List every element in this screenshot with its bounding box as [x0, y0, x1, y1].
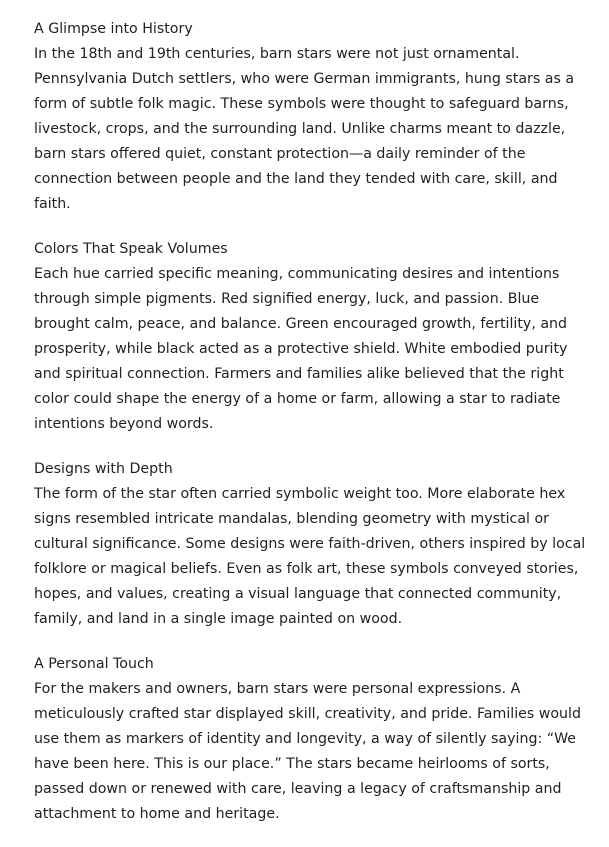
section-title: A Glimpse into History: [34, 21, 193, 37]
section-paragraph: In the 18th and 19th centuries, barn stars were not just ornamental. Pennsylvania Dutch settlers, who were German immigrants, hung stars as a form of subtle folk magic. These symbols were thought to safeguard barns, livestock, crops, and the surrounding land. Unlike charms meant to dazzle, barn stars offered quiet, constant protection—a daily reminder of the connection between people and the land they tended with care, skill, and faith.: [34, 46, 575, 212]
section-title: Designs with Depth: [34, 461, 173, 477]
section-colors: [34, 237, 594, 437]
section-paragraph: For the makers and owners, barn stars were personal expressions. A meticulously crafted star displayed skill, creativity, and pride. Families would use them as markers of identity and longevity, a way of silently saying: “We have been here. This is our place.” The stars became heirlooms of sorts, passed down or renewed with care, leaving a legacy of craftsmanship and attachment to home and heritage.: [34, 681, 581, 822]
article: [34, 17, 594, 847]
section-history: [34, 17, 594, 217]
section-personal-touch: [34, 652, 594, 827]
section-title: A Personal Touch: [34, 656, 154, 672]
section-title: Colors That Speak Volumes: [34, 241, 228, 257]
section-paragraph: The form of the star often carried symbolic weight too. More elaborate hex signs resembled intricate mandalas, blending geometry with mystical or cultural significance. Some designs were faith-driven, others inspired by local folklore or magical beliefs. Even as folk art, these symbols conveyed stories, hopes, and values, creating a visual language that connected community, family, and land in a single image painted on wood.: [34, 486, 586, 627]
section-designs: [34, 457, 594, 632]
section-paragraph: Each hue carried specific meaning, communicating desires and intentions through simple pigments. Red signified energy, luck, and passion. Blue brought calm, peace, and balance. Green encouraged growth, fertility, and prosperity, while black acted as a protective shield. White embodied purity and spiritual connection. Farmers and families alike believed that the right color could shape the energy of a home or farm, allowing a star to radiate intentions beyond words.: [34, 266, 568, 432]
